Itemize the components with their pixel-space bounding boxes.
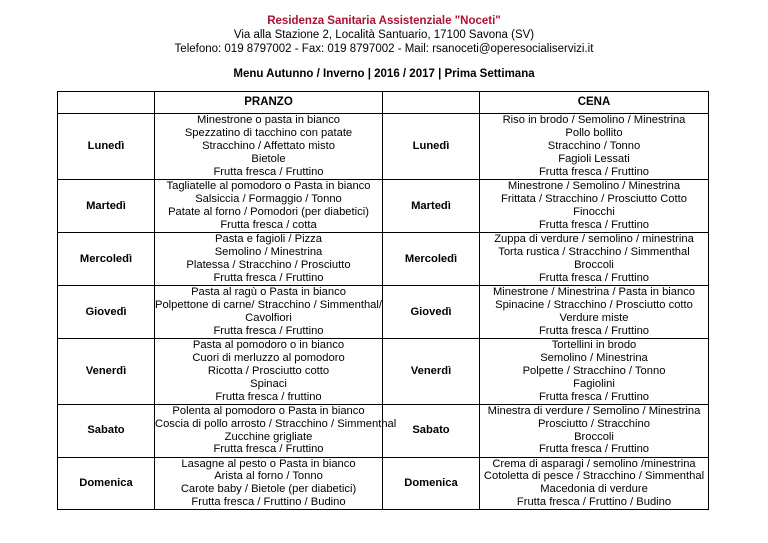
document-header [0,14,768,56]
menu-item: Frutta fresca / Fruttino [213,443,324,456]
menu-item: Stracchino / Affettato misto [202,140,335,153]
menu-item: Frutta fresca / Fruttino [538,443,650,456]
menu-item: Prosciutto / Stracchino [538,417,650,430]
menu-item: Fagioli Lessati [558,152,630,165]
menu-item: Broccoli [574,259,614,271]
menu-item: Pollo bollito [565,127,623,140]
menu-item: Polpette / Stracchino / Tonno [522,364,666,377]
menu-item: Polpettone di carne/ Stracchino / Simmenthal/ [155,299,382,312]
menu-item: Frutta fresca / Fruttino [213,324,324,337]
lunch-menu-cell [155,233,383,286]
menu-item: Platessa / Stracchino / Prosciutto [186,259,351,271]
table-row [58,180,709,233]
menu-item: Verdure miste [559,312,629,324]
menu-item: Broccoli [574,430,614,443]
menu-item: Minestra di verdure / Semolino / Minestrina [487,404,701,417]
dinner-menu-cell [480,404,709,457]
menu-item: Fagiolini [573,377,615,390]
menu-item: Minestrone / Semolino / Minestrina [507,180,681,193]
day-name: Lunedì [58,114,155,180]
dinner-menu-cell [480,339,709,405]
menu-item: Frutta fresca / Fruttino [213,271,324,284]
menu-item: Torta rustica / Stracchino / Simmenthal [498,246,690,259]
day-name: Martedì [58,180,155,233]
table-row [58,286,709,339]
menu-item: Finocchi [573,206,615,218]
menu-item: Pasta al ragù o Pasta in bianco [191,286,346,299]
day-name: Mercoledì [383,233,480,286]
menu-item: Frutta fresca / Fruttino [538,165,650,178]
day-name: Giovedì [383,286,480,339]
facility-title: Residenza Sanitaria Assistenziale "Noceti" [267,15,501,27]
weekly-menu-table [57,91,709,510]
day-name: Domenica [58,457,155,510]
lunch-menu-cell [155,180,383,233]
dinner-menu-cell [480,180,709,233]
menu-item: Patate al forno / Pomodori (per diabetici) [168,206,369,218]
day-name: Mercoledì [58,233,155,286]
day-name: Lunedì [383,114,480,180]
day-name: Venerdì [58,339,155,405]
menu-item: Spinacine / Stracchino / Prosciutto cotto [495,299,693,312]
menu-item: Stracchino / Tonno [547,140,641,153]
day-name: Martedì [383,180,480,233]
menu-item: Carote baby / Bietole (per diabetici) [180,483,357,496]
table-row [58,233,709,286]
menu-item: Frutta fresca / Fruttino / Budino [191,496,346,509]
menu-item: Spinaci [250,377,287,390]
menu-item: Pasta e fagioli / Pizza [215,233,322,246]
dinner-menu-cell [480,457,709,510]
menu-item: Semolino / Minestrina [214,246,323,259]
lunch-menu-cell [155,404,397,457]
menu-item: Cuori di merluzzo al pomodoro [192,351,345,364]
menu-item: Zuppa di verdure / semolino / minestrina [494,233,694,246]
menu-item: Frutta fresca / Fruttino [213,165,324,178]
menu-item: Frutta fresca / Fruttino [538,324,650,337]
menu-item: Frittata / Stracchino / Prosciutto Cotto [501,193,687,206]
dinner-column-header: CENA [480,92,709,114]
dinner-menu-cell [480,233,709,286]
menu-item: Frutta fresca / Fruttino [538,218,650,231]
menu-item: Bietole [251,152,286,165]
menu-item: Polenta al pomodoro o Pasta in bianco [172,404,365,417]
lunch-menu-cell [155,286,383,339]
table-row [58,404,709,457]
menu-item: Spezzatino di tacchino con patate [184,127,353,140]
menu-item: Cotoletta di pesce / Stracchino / Simmenthal [483,470,705,483]
header-blank-cell [58,92,155,114]
day-name: Sabato [383,404,480,457]
menu-item: Frutta fresca / Fruttino [538,271,650,284]
day-name: Giovedì [58,286,155,339]
dinner-menu-cell [480,286,709,339]
menu-body [58,114,709,510]
lunch-menu-cell [155,457,383,510]
menu-item: Minestrone / Minestrina / Pasta in bianco [492,286,696,299]
table-header-row [58,92,709,114]
day-name: Domenica [383,457,480,510]
menu-item: Lasagne al pesto o Pasta in bianco [181,457,356,470]
table-row [58,457,709,510]
menu-item: Frutta fresca / Fruttino [538,390,650,403]
table-row [58,114,709,180]
menu-item: Crema di asparagi / semolino /minestrina [492,457,696,470]
lunch-column-header: PRANZO [155,92,383,114]
menu-item: Riso in brodo / Semolino / Minestrina [502,114,686,127]
day-name: Venerdì [383,339,480,405]
day-name: Sabato [58,404,155,457]
dinner-menu-cell [480,114,709,180]
header-blank-cell [383,92,480,114]
menu-subtitle: Menu Autunno / Inverno | 2016 / 2017 | Prima Settimana [233,68,535,80]
facility-address: Via alla Stazione 2, Località Santuario, 17100 Savona (SV) [233,29,535,41]
menu-item: Frutta fresca / fruttino [215,390,322,403]
menu-item: Macedonia di verdure [540,483,648,496]
menu-item: Ricotta / Prosciutto cotto [207,364,330,377]
menu-item: Frutta fresca / cotta [220,218,317,231]
lunch-menu-cell [155,114,383,180]
menu-item: Tortellini in brodo [551,339,637,351]
lunch-menu-cell [155,339,383,405]
menu-item: Semolino / Minestrina [540,351,648,364]
menu-item: Minestrone o pasta in bianco [196,114,341,127]
menu-item: Coscia di pollo arrosto / Stracchino / Simmenthal [155,417,397,430]
menu-item: Tagliatelle al pomodoro o Pasta in bianco [166,180,371,193]
menu-item: Zucchine grigliate [224,430,313,443]
menu-item: Frutta fresca / Fruttino / Budino [516,496,672,509]
menu-item: Pasta al pomodoro o in bianco [192,339,345,351]
menu-item: Arista al forno / Tonno [214,470,323,483]
facility-contact: Telefono: 019 8797002 - Fax: 019 8797002 - Mail: rsanoceti@operesocialiservizi.it [174,43,594,55]
menu-item: Cavolfiori [245,312,292,324]
menu-item: Salsiccia / Formaggio / Tonno [195,193,342,206]
table-row [58,339,709,405]
